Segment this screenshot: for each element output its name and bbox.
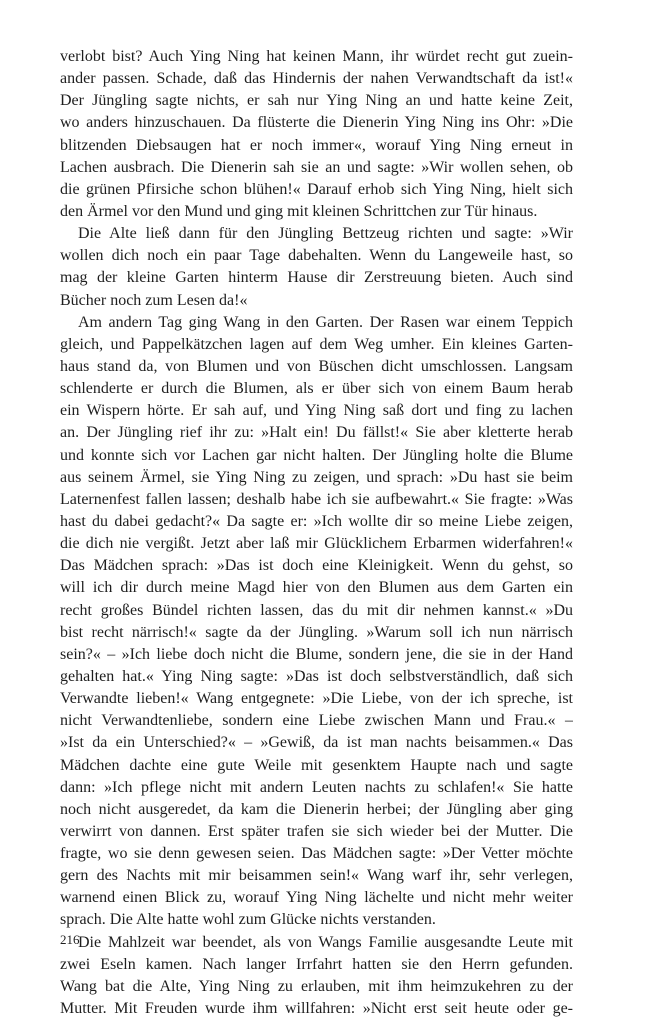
- text-line: fragte, wo sie denn gewesen seien. Das Mädchen sagte: »Der Vetter möchte: [60, 845, 573, 863]
- paragraph: [60, 932, 573, 1020]
- text-line: gehalten hat.« Ying Ning sagte: »Das ist doch selbstverständlich, daß sich: [60, 667, 573, 685]
- text-line: Mädchen dachte eine gute Weile mit gesenktem Haupte nach und sagte: [60, 756, 573, 774]
- text-line: die grünen Pfirsiche schon blühen!« Darauf erhob sich Ying Ning, hielt sich: [60, 180, 573, 198]
- text-line: die dich nie vergißt. Jetzt aber laß mir Glücklichem Erbarmen widerfahren!«: [60, 535, 573, 553]
- text-line: ander passen. Schade, daß das Hindernis der nahen Verwandtschaft da ist!«: [60, 70, 573, 88]
- text-line: recht großes Bündel richten lassen, das du mit dir nehmen kannst.« »Du: [60, 601, 573, 619]
- text-line: wollen dich noch ein paar Tage dabehalten. Wenn du Langeweile hast, so: [60, 247, 573, 265]
- text-line: haus stand da, von Blumen und von Büschen dicht umschlossen. Langsam: [60, 357, 573, 375]
- text-line: will ich dir durch meine Magd hier von den Blumen aus dem Garten ein: [60, 579, 573, 597]
- text-line: dann: »Ich pflege nicht mit andern Leuten nachts zu schlafen!« Sie hatte: [60, 778, 573, 796]
- text-line: noch nicht ausgeredet, da kam die Dienerin herbei; der Jüngling aber ging: [60, 800, 573, 818]
- text-line: sprach. Die Alte hatte wohl zum Glücke nichts verstanden.: [60, 911, 436, 929]
- text-line: an. Der Jüngling rief ihr zu: »Halt ein! Du fällst!« Sie aber kletterte herab: [60, 424, 573, 442]
- text-line: Die Alte ließ dann für den Jüngling Bettzeug richten und sagte: »Wir: [78, 225, 573, 243]
- text-line: nicht Verwandtenliebe, sondern eine Liebe zwischen Mann und Frau.« –: [60, 712, 573, 730]
- text-line: den Ärmel vor den Mund und ging mit kleinen Schrittchen zur Tür hinaus.: [60, 202, 538, 220]
- text-line: zwei Eseln kamen. Nach langer Irrfahrt hatten sie den Herrn gefunden.: [60, 955, 573, 973]
- text-line: ein Wispern hörte. Er sah auf, und Ying Ning saß dort und fing zu lachen: [60, 402, 573, 420]
- text-line: sein?« – »Ich liebe doch nicht die Blume, sondern jene, die sie in der Hand: [60, 645, 573, 663]
- text-line: bist recht närrisch!« sagte da der Jüngling. »Warum soll ich nun närrisch: [60, 623, 573, 641]
- text-line: Die Mahlzeit war beendet, als von Wangs Familie ausgesandte Leute mit: [78, 933, 573, 951]
- text-line: Bücher noch zum Lesen da!«: [60, 291, 248, 309]
- text-line: Mutter. Mit Freuden wurde ihm willfahren: »Nicht erst seit heute oder ge-: [60, 1000, 573, 1018]
- text-line: warnend einen Blick zu, worauf Ying Ning lächelte und nicht mehr weiter: [60, 889, 573, 907]
- text-line: Laternenfest fallen lassen; deshalb habe ich sie aufbewahrt.« Sie fragte: »Was: [60, 490, 573, 508]
- text-line: Am andern Tag ging Wang in den Garten. Der Rasen war einem Teppich: [78, 313, 573, 331]
- text-line: Lachen ausbrach. Die Dienerin sah sie an und sagte: »Wir wollen sehen, ob: [60, 158, 573, 176]
- text-line: verlobt bist? Auch Ying Ning hat keinen Mann, ihr würdet recht gut zuein-: [60, 48, 573, 65]
- text-line: verwirrt von dannen. Erst später trafen sie sich wieder bei der Mutter. Die: [60, 822, 573, 840]
- page-body: [60, 46, 573, 1020]
- paragraph: [60, 46, 573, 223]
- text-line: Das Mädchen sprach: »Das ist doch eine Kleinigkeit. Wenn du gehst, so: [60, 557, 573, 575]
- text-line: aus seinem Ärmel, sie Ying Ning zu zeigen, und sprach: »Du hast sie beim: [60, 468, 573, 486]
- text-line: gern des Nachts mit mir beisammen sein!« Wang warf ihr, sehr verlegen,: [60, 867, 573, 885]
- text-line: Der Jüngling sagte nichts, er sah nur Ying Ning an und hatte keine Zeit,: [60, 92, 573, 110]
- text-line: blitzenden Diebsaugen hat er noch immer«, worauf Ying Ning erneut in: [60, 136, 573, 154]
- text-line: und konnte sich vor Lachen gar nicht halten. Der Jüngling holte die Blume: [60, 446, 573, 464]
- text-line: Verwandte lieben!« Wang entgegnete: »Die Liebe, von der ich spreche, ist: [60, 690, 573, 708]
- text-line: hast du dabei gedacht?« Da sagte er: »Ich wollte dir so meine Liebe zeigen,: [60, 512, 573, 530]
- paragraph: [60, 312, 573, 932]
- paragraph: [60, 223, 573, 312]
- text-line: Wang bat die Alte, Ying Ning zu erlauben, mit ihm heimzukehren zu der: [60, 977, 573, 995]
- text-line: wo anders hinzuschauen. Da flüsterte die Dienerin Ying Ning ins Ohr: »Die: [60, 114, 573, 132]
- page-number: 216: [60, 932, 80, 947]
- text-line: schlenderte er durch die Blumen, als er über sich von einem Baum herab: [60, 380, 573, 398]
- text-line: »Ist da ein Unterschied?« – »Gewiß, da ist man nachts beisammen.« Das: [60, 734, 573, 752]
- text-line: mag der kleine Garten hinterm Hause dir Zerstreuung bieten. Auch sind: [60, 269, 573, 287]
- text-line: gleich, und Pappelkätzchen lagen auf dem Weg umher. Ein kleines Garten-: [60, 335, 573, 353]
